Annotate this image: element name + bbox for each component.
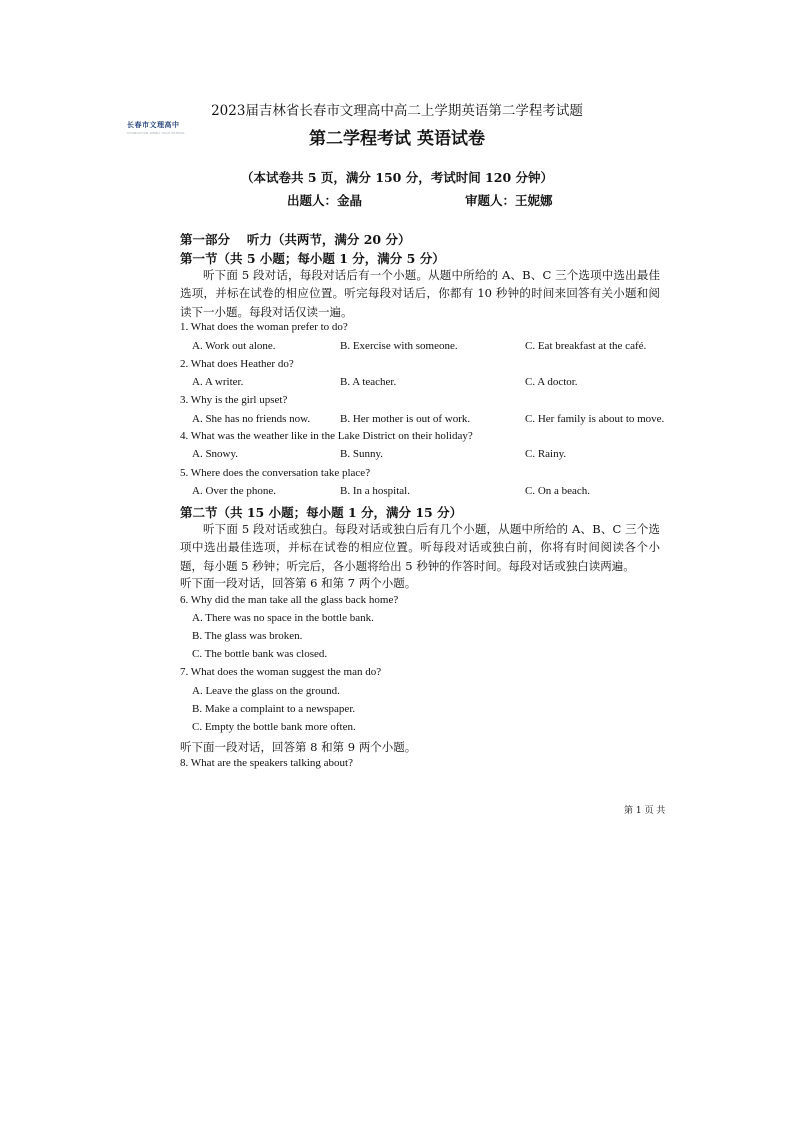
q7-option-a: A. Leave the glass on the ground. bbox=[192, 685, 340, 697]
q5-option-b: B. In a hospital. bbox=[340, 485, 410, 497]
q7-option-c: C. Empty the bottle bank more often. bbox=[192, 721, 356, 733]
q4-option-c: C. Rainy. bbox=[525, 448, 567, 460]
logo-subtext: CHANGCHUN WENLI HIGH SCHOOL bbox=[127, 131, 186, 135]
q1-option-b: B. Exercise with someone. bbox=[340, 340, 458, 352]
part1-heading: 第一部分 听力（共两节，满分 20 分） bbox=[180, 232, 411, 247]
question-6: 6. Why did the man take all the glass back home? bbox=[180, 594, 399, 606]
q2-option-c: C. A doctor. bbox=[525, 376, 578, 388]
question-2: 2. What does Heather do? bbox=[180, 358, 294, 370]
question-5: 5. Where does the conversation take place? bbox=[180, 467, 371, 479]
section2-instructions: 听下面 5 段对话或独白。每段对话或独白后有几个小题，从题中所给的 A、B、C 三个选项中选出最佳选项，并标在试卷的相应位置。听每段对话或独白前，你将有时间阅读各个小题，每小题 5 秒钟；听完后，各小题将给出 5 秒钟的作答时间。每段对话或独白读两遍。 bbox=[180, 522, 660, 573]
question-4: 4. What was the weather like in the Lake District on their holiday? bbox=[180, 430, 473, 442]
q5-option-a: A. Over the phone. bbox=[192, 485, 277, 497]
q6-option-b: B. The glass was broken. bbox=[192, 630, 303, 642]
q5-option-c: C. On a beach. bbox=[525, 485, 591, 497]
q7-option-b: B. Make a complaint to a newspaper. bbox=[192, 703, 356, 715]
q4-option-a: A. Snowy. bbox=[192, 448, 239, 460]
question-setter: 出题人：金晶 bbox=[287, 193, 363, 208]
section1-heading: 第一节（共 5 小题；每小题 1 分，满分 5 分） bbox=[180, 251, 445, 266]
intro-6-7: 听下面一段对话，回答第 6 和第 7 两个小题。 bbox=[180, 576, 417, 590]
section2-heading: 第二节（共 15 小题；每小题 1 分，满分 15 分） bbox=[180, 505, 463, 520]
q2-option-a: A. A writer. bbox=[192, 376, 244, 388]
q4-option-b: B. Sunny. bbox=[340, 448, 383, 460]
q1-option-c: C. Eat breakfast at the café. bbox=[525, 340, 647, 352]
question-7: 7. What does the woman suggest the man do? bbox=[180, 666, 382, 678]
q3-option-c: C. Her family is about to move. bbox=[525, 413, 665, 425]
logo-text: 长春市文理高中 bbox=[127, 121, 180, 129]
question-8: 8. What are the speakers talking about? bbox=[180, 757, 353, 769]
q6-option-c: C. The bottle bank was closed. bbox=[192, 648, 328, 660]
section1-instructions: 听下面 5 段对话，每段对话后有一个小题。从题中所给的 A、B、C 三个选项中选出最佳选项，并标在试卷的相应位置。听完每段对话后，你都有 10 秒钟的时间来回答有关小题和阅读下一小题。每段对话仅读一遍。 bbox=[180, 268, 660, 319]
document-top-title: 2023届吉林省长春市文理高中高二上学期英语第二学程考试题 bbox=[211, 103, 583, 119]
q2-option-b: B. A teacher. bbox=[340, 376, 397, 388]
page-footer: 第 1 页 共 bbox=[624, 806, 666, 816]
q1-option-a: A. Work out alone. bbox=[192, 340, 276, 352]
question-1: 1. What does the woman prefer to do? bbox=[180, 321, 348, 333]
intro-8-9: 听下面一段对话，回答第 8 和第 9 两个小题。 bbox=[180, 740, 417, 754]
q3-option-a: A. She has no friends now. bbox=[192, 413, 311, 425]
q6-option-a: A. There was no space in the bottle bank. bbox=[192, 612, 374, 624]
exam-info: （本试卷共 5 页，满分 150 分，考试时间 120 分钟） bbox=[241, 170, 553, 185]
exam-title: 第二学程考试 英语试卷 bbox=[309, 129, 485, 149]
q3-option-b: B. Her mother is out of work. bbox=[340, 413, 471, 425]
question-3: 3. Why is the girl upset? bbox=[180, 394, 288, 406]
question-reviewer: 审题人：王妮娜 bbox=[465, 193, 553, 208]
